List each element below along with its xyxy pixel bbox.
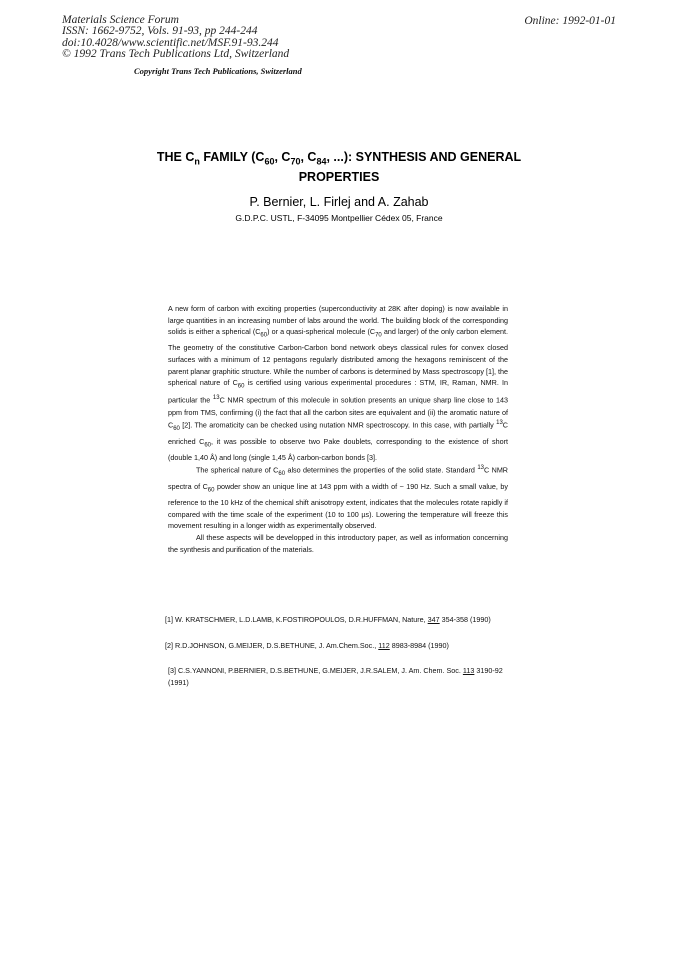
affiliation: G.D.P.C. USTL, F-34095 Montpellier Cédex 05, France (235, 213, 443, 223)
publication-header (62, 15, 289, 61)
authors: P. Bernier, L. Firlej and A. Zahab (249, 195, 429, 209)
journal-name: Materials Science Forum (62, 14, 179, 26)
paragraph-2: The spherical nature of $C_{60}$ also determines the properties of the solid state. Standard $^{13}$C NMR spectra of $C_{60}$ powder show an unique line at 143 ppm with a width of ~ 190 Hz. Such a small value, by reference to the 10 kHz of the chemical shift anisotropy extent, indicates that the molecules rotate rapidly if compared with the time scale of the experiment (10 to 100 µs). Lowering the temperature will freeze this movement resulting in a longer width as experimentally observed. (168, 465, 508, 531)
paragraph-1: A new form of carbon with exciting properties (superconductivity at 28K after doping) is now available in large quantities in an increasing number of labs around the world. The building block of the corresponding solids is either a spherical $(C_{60})$ or a quasi-spherical molecule ($C_{70}$ and larger) of the only carbon element. The geometry of the constitutive Carbon-Carbon bond network obeys classical rules for convex closed surfaces with a minimum of 12 pentagons regularly distributed among the hexagons reminiscent of the parent planar graphitic structure. While the number of carbons is determined by Mass spectroscopy [1], the spherical nature of $C_{60}$ is certified using various experimental procedures : STM, IR, Raman, NMR. In particular the $^{13}$C NMR spectrum of this molecule in solution presents an unique sharp line close to 143 ppm from TMS, confirming (i) the fact that all the carbon sites are equivalent and (ii) the aromatic nature of $C_{60}$ [2]. The aromaticity can be checked using nutation NMR spectroscopy. In this case, with partially $^{13}$C enriched $C_{60}$, it was possible to observe two Pake doublets, corresponding to the existence of short (double 1,40 Å) and long (single 1,45 Å) carbon-carbon bonds [3]. (168, 304, 509, 462)
paper-title: THE $C_n$ FAMILY ($C_{60}$, $C_{70}$, $C_{84}$, ...): SYNTHESIS AND GENERAL PROPERTIES (156, 150, 522, 184)
abstract-body (168, 303, 508, 555)
references (165, 614, 510, 702)
copyright-line: © 1992 Trans Tech Publications Ltd, Switzerland (62, 48, 290, 61)
reference-1: [1] W. KRATSCHMER, L.D.LAMB, K.FOSTIROPOULOS, D.R.HUFFMAN, Nature, 347 354-358 (1990) (165, 615, 491, 624)
online-date: Online: 1992-01-01 (524, 15, 616, 27)
reference-2: [2] R.D.JOHNSON, G.MEIJER, D.S.BETHUNE, J. Am.Chem.Soc., 112 8983-8984 (1990) (165, 640, 449, 650)
paragraph-3: All these aspects will be developped in this introductory paper, as well as information concerning the synthesis and purification of the materials. (168, 532, 508, 554)
issn-line: ISSN: 1662-9752, Vols. 91-93, pp 244-244 (62, 25, 258, 38)
reference-3: [3] C.S.YANNONI, P.BERNIER, D.S.BETHUNE, G.MEIJER, J.R.SALEM, J. Am. Chem. Soc. 113 3190-92 (1991) (168, 666, 503, 687)
doi-line[interactable]: doi:10.4028/www.scientific.net/MSF.91-93.244 (62, 36, 279, 49)
copyright-stamp: Copyright Trans Tech Publications, Switzerland (134, 66, 302, 76)
